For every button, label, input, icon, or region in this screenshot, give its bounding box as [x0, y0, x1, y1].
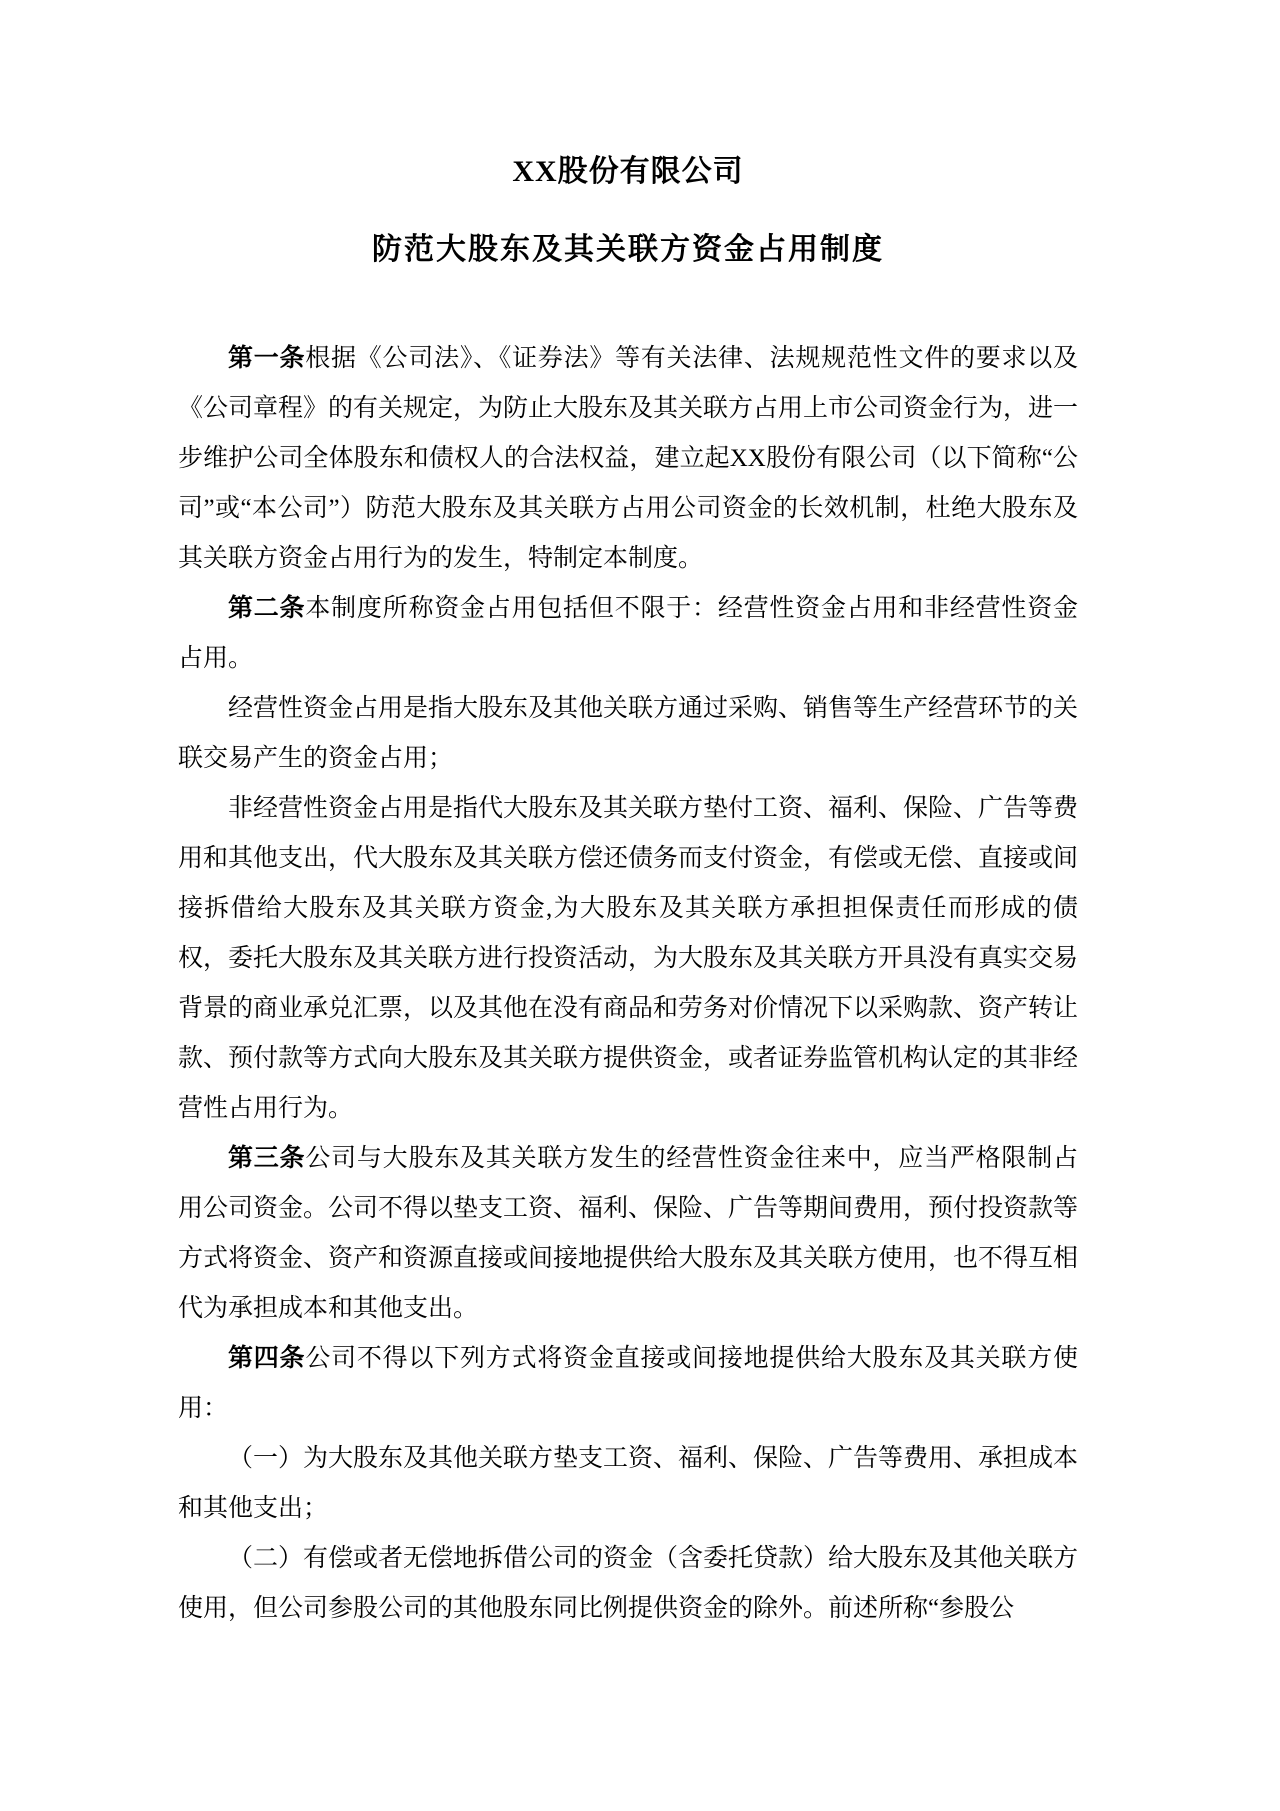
para-non-operating-definition [178, 784, 1078, 1134]
para-item-2 [178, 1534, 1078, 1634]
paragraph-text: 非经营性资金占用是指代大股东及其关联方垫付工资、福利、保险、广告等费用和其他支出，代大股东及其关联方偿还债务而支付资金，有偿或无偿、直接或间接拆借给大股东及其关联方资金,为大股东及其关联方承担担保责任而形成的债权，委托大股东及其关联方进行投资活动，为大股东及其关联方开具没有真实交易背景的商业承兑汇票，以及其他在没有商品和劳务对价情况下以采购款、资产转让款、预付款等方式向大股东及其关联方提供资金，或者证券监管机构认定的其非经营性占用行为。 [178, 795, 1079, 1122]
paragraph-text: 根据《公司法》、《证券法》等有关法律、法规规范性文件的要求以及《公司章程》的有关规定，为防止大股东及其关联方占用上市公司资金行为，进一步维护公司全体股东和债权人的合法权益，建立起XX股份有限公司（以下简称“公司”或“本公司”）防范大股东及其关联方占用公司资金的长效机制，杜绝大股东及其关联方资金占用行为的发生，特制定本制度。 [178, 345, 1079, 572]
document-title: XX股份有限公司 [512, 155, 744, 188]
article-label: 第四条 [228, 1345, 306, 1372]
para-item-1 [178, 1434, 1078, 1534]
paragraph-text: （二）有偿或者无偿地拆借公司的资金（含委托贷款）给大股东及其他关联方使用，但公司参股公司的其他股东同比例提供资金的除外。前述所称“参股公 [178, 1545, 1079, 1622]
document-body [178, 334, 1078, 1634]
article-label: 第一条 [228, 345, 306, 372]
document-subtitle: 防范大股东及其关联方资金占用制度 [372, 233, 884, 266]
paragraph-text: 公司与大股东及其关联方发生的经营性资金往来中，应当严格限制占用公司资金。公司不得以垫支工资、福利、保险、广告等期间费用，预付投资款等方式将资金、资产和资源直接或间接地提供给大股东及其关联方使用，也不得互相代为承担成本和其他支出。 [178, 1145, 1079, 1322]
para-article-2 [178, 584, 1078, 684]
para-article-1 [178, 334, 1078, 584]
paragraph-text: 本制度所称资金占用包括但不限于：经营性资金占用和非经营性资金占用。 [178, 595, 1078, 672]
paragraph-text: 经营性资金占用是指大股东及其他关联方通过采购、销售等生产经营环节的关联交易产生的资金占用； [178, 695, 1079, 772]
para-article-4 [178, 1334, 1078, 1434]
article-label: 第二条 [228, 595, 306, 622]
para-operating-definition [178, 684, 1078, 784]
paragraph-text: 公司不得以下列方式将资金直接或间接地提供给大股东及其关联方使用： [178, 1345, 1078, 1422]
article-label: 第三条 [228, 1145, 306, 1172]
paragraph-text: （一）为大股东及其他关联方垫支工资、福利、保险、广告等费用、承担成本和其他支出； [178, 1445, 1079, 1522]
para-article-3 [178, 1134, 1078, 1334]
